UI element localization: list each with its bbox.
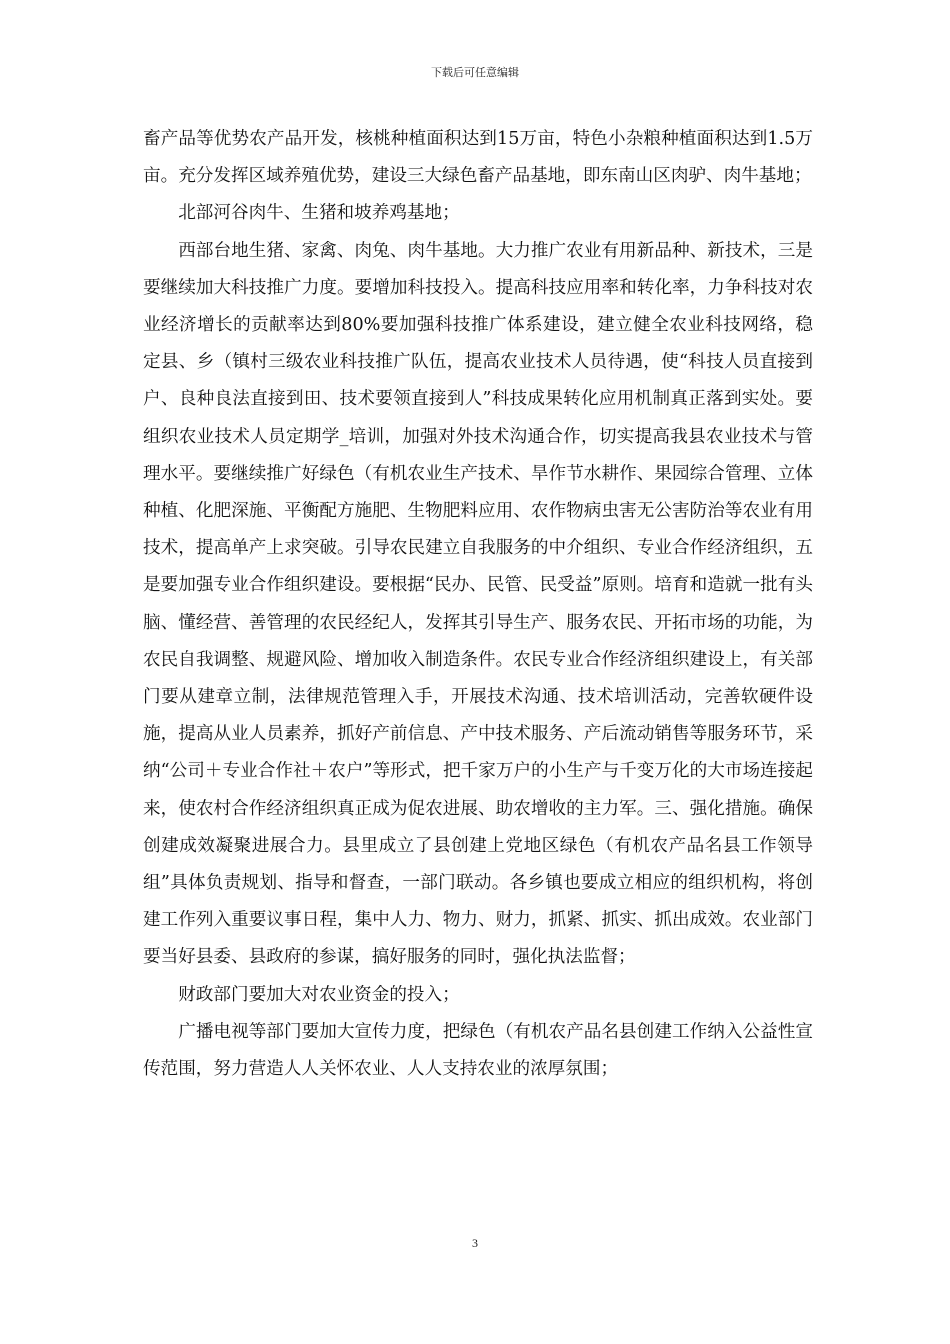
paragraph-4: 财政部门要加大对农业资金的投入； (178, 984, 460, 1005)
paragraph-3: 西部台地生猪、家禽、肉兔、肉牛基地。大力推广农业有用新品种、新技术，三是要继续加大科技推广力度。要增加科技投入。提高科技应用率和转化率，力争科技对农业经济增长的贡献率达到80%要加强科技推广体系建设，建立健全农业科技网络，稳定县、乡（镇村三级农业科技推广队伍，提高农业技术人员待遇，使“科技人员直接到户、良种良法直接到田、技术要领直接到人”科技成果转化应用机制真正落到实处。要组织农业技术人员定期学_培训，加强对外技术沟通合作，切实提高我县农业技术与管理水平。要继续推广好绿色（有机农业生产技术、旱作节水耕作、果园综合管理、立体种植、化肥深施、平衡配方施肥、生物肥料应用、农作物病虫害无公害防治等农业有用技术，提高单产上求突破。引导农民建立自我服务的中介组织、专业合作经济组织，五是要加强专业合作组织建设。要根据“民办、民管、民受益”原则。培育和造就一批有头脑、懂经营、善管理的农民经纪人，发挥其引导生产、服务农民、开拓市场的功能，为农民自我调整、规避风险、增加收入制造条件。农民专业合作经济组织建设上，有关部门要从建章立制，法律规范管理入手，开展技术沟通、技术培训活动，完善软硬件设施，提高从业人员素养，抓好产前信息、产中技术服务、产后流动销售等服务环节，采纳“公司＋专业合作社＋农户”等形式，把千家万户的小生产与千变万化的大市场连接起来，使农村合作经济组织真正成为促农进展、助农增收的主力军。三、强化措施。确保创建成效凝聚进展合力。县里成立了县创建上党地区绿色（有机农产品名县工作领导组”具体负责规划、指导和督查，一部门联动。各乡镇也要成立相应的组织机构，将创建工作列入重要议事日程，集中人力、物力、财力，抓紧、抓实、抓出成效。农业部门要当好县委、县政府的参谋，搞好服务的同时，强化执法监督； (143, 240, 813, 968)
document-body (143, 121, 813, 1088)
paragraph-1: 畜产品等优势农产品开发，核桃种植面积达到15万亩，特色小杂粮种植面积达到1.5万亩。充分发挥区域养殖优势，建设三大绿色畜产品基地，即东南山区肉驴、肉牛基地； (143, 129, 813, 187)
page-number: 3 (472, 1236, 478, 1250)
page-header: 下载后可任意编辑 (431, 66, 519, 79)
paragraph-5: 广播电视等部门要加大宣传力度，把绿色（有机农产品名县创建工作纳入公益性宣传范围，努力营造人人关怀农业、人人支持农业的浓厚氛围； (143, 1021, 813, 1080)
paragraph-2: 北部河谷肉牛、生猪和坡养鸡基地； (178, 203, 460, 224)
